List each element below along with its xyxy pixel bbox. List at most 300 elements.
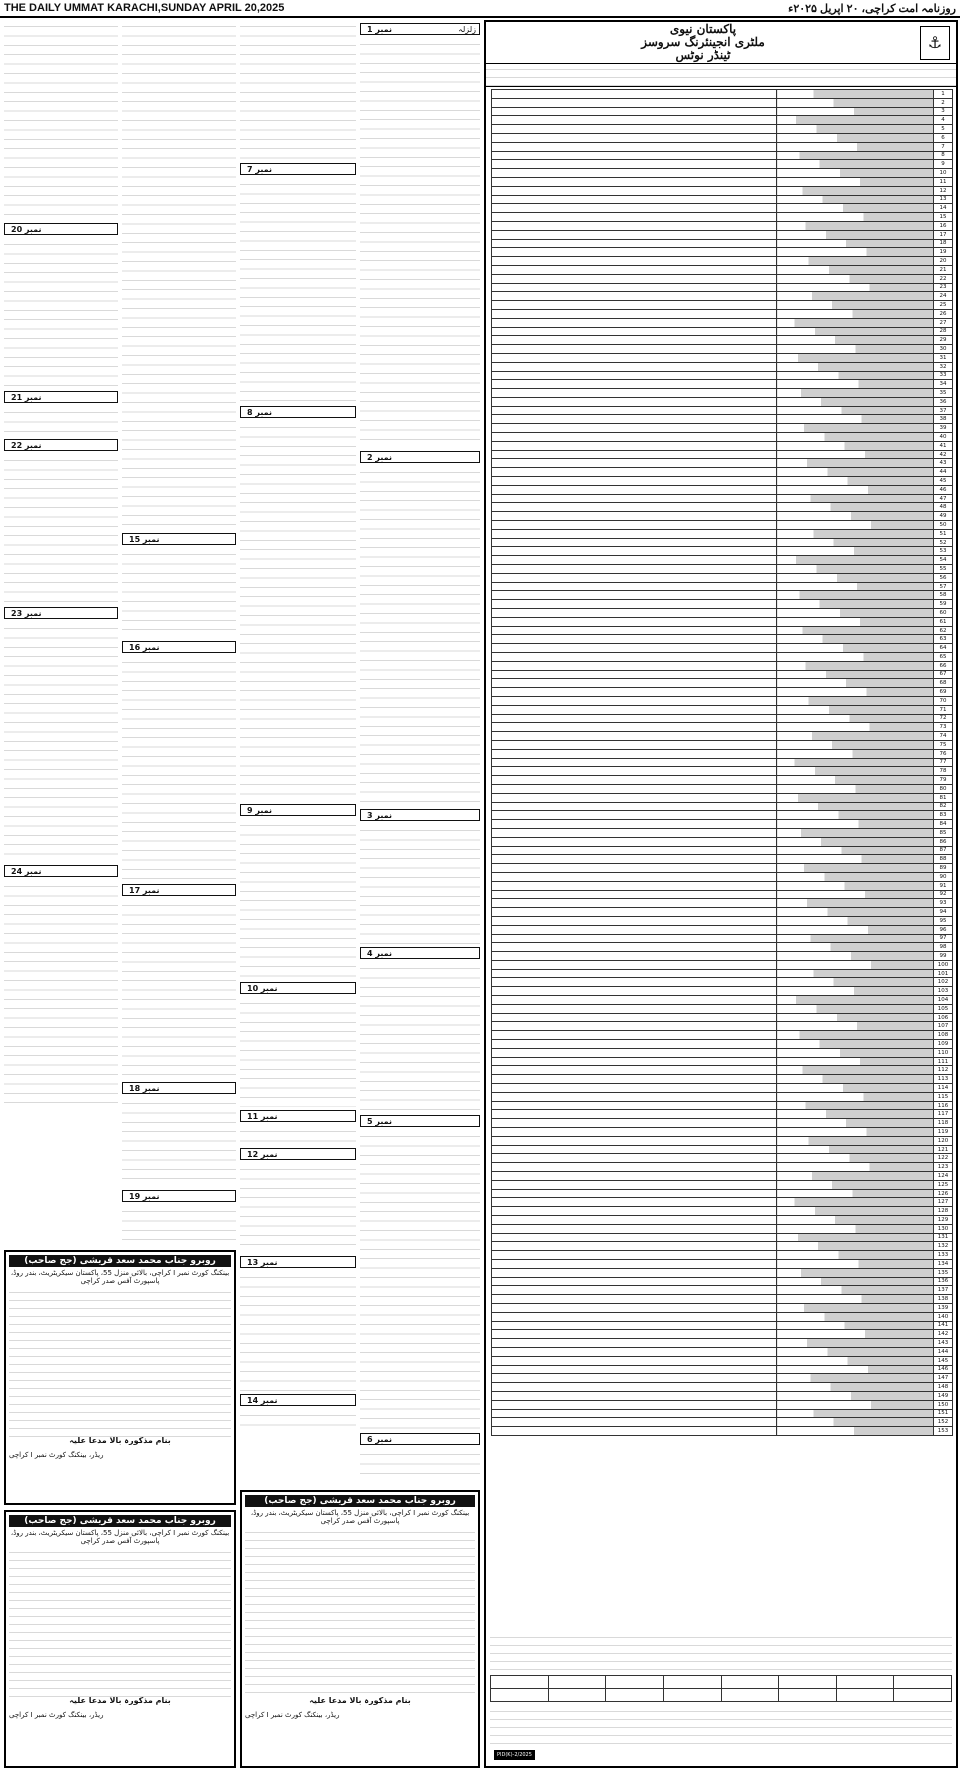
- table-cell-serial: 96: [934, 925, 953, 934]
- table-cell-description: [777, 1356, 934, 1365]
- table-cell-serial: 49: [934, 512, 953, 521]
- table-cell-description: [777, 1409, 934, 1418]
- table-cell-blank: [492, 292, 777, 301]
- table-cell-description: [777, 1022, 934, 1031]
- table-cell-blank: [492, 872, 777, 881]
- table-cell-description: [777, 1233, 934, 1242]
- table-row: [492, 960, 953, 969]
- table-cell-blank: [492, 740, 777, 749]
- table-cell-description: [777, 274, 934, 283]
- column-text: [4, 20, 118, 220]
- section-heading-1: نمبر 1 زلزلہ: [360, 23, 480, 35]
- table-cell-blank: [492, 345, 777, 354]
- table-cell-blank: [492, 1233, 777, 1242]
- table-cell-description: [777, 714, 934, 723]
- table-cell-blank: [492, 1400, 777, 1409]
- table-cell-description: [777, 749, 934, 758]
- table-cell-blank: [492, 1145, 777, 1154]
- column-text: [122, 1097, 236, 1187]
- column-text: [360, 38, 480, 448]
- table-row: [492, 538, 953, 547]
- table-cell-blank: [492, 626, 777, 635]
- table-row: [492, 714, 953, 723]
- table-cell-blank: [492, 371, 777, 380]
- table-cell-description: [777, 283, 934, 292]
- table-cell-serial: 89: [934, 864, 953, 873]
- table-cell-description: [777, 1339, 934, 1348]
- table-cell-description: [777, 389, 934, 398]
- column-text: [240, 1409, 356, 1429]
- tender-footer-text: [490, 1706, 952, 1746]
- table-row: [492, 424, 953, 433]
- table-cell-blank: [492, 353, 777, 362]
- tender-title-line: ٹینڈر نوٹس: [675, 48, 731, 62]
- table-cell-description: [777, 1119, 934, 1128]
- table-row: [492, 177, 953, 186]
- table-cell-serial: 60: [934, 609, 953, 618]
- table-cell-serial: 31: [934, 353, 953, 362]
- table-cell-description: [777, 1321, 934, 1330]
- table-cell-blank: [492, 239, 777, 248]
- table-cell-blank: [492, 336, 777, 345]
- table-cell-blank: [492, 503, 777, 512]
- table-row: [492, 1233, 953, 1242]
- table-cell-description: [777, 133, 934, 142]
- table-row: [492, 1154, 953, 1163]
- table-cell-description: [777, 345, 934, 354]
- table-row: [492, 98, 953, 107]
- table-cell-description: [777, 1154, 934, 1163]
- notice-footer: ریڈر، بینکنگ کورٹ نمبر I کراچی: [9, 1711, 104, 1719]
- table-cell-description: [777, 1347, 934, 1356]
- table-cell-description: [777, 1180, 934, 1189]
- table-cell-description: [777, 837, 934, 846]
- table-cell-description: [777, 784, 934, 793]
- table-cell-serial: 1: [934, 90, 953, 99]
- table-row: [492, 776, 953, 785]
- table-cell-serial: 61: [934, 617, 953, 626]
- table-cell-blank: [492, 160, 777, 169]
- table-cell-serial: 93: [934, 899, 953, 908]
- table-cell-serial: 16: [934, 221, 953, 230]
- table-cell-serial: 52: [934, 538, 953, 547]
- table-row: [492, 1031, 953, 1040]
- table-cell-serial: 151: [934, 1409, 953, 1418]
- table-cell-description: [777, 1092, 934, 1101]
- table-cell-description: [777, 732, 934, 741]
- section-heading-17: نمبر 17: [122, 884, 236, 896]
- table-cell-blank: [492, 151, 777, 160]
- table-cell-serial: 121: [934, 1145, 953, 1154]
- table-cell-serial: 106: [934, 1013, 953, 1022]
- table-cell-description: [777, 899, 934, 908]
- table-row: [492, 1101, 953, 1110]
- table-cell-serial: 90: [934, 872, 953, 881]
- table-cell-description: [777, 1312, 934, 1321]
- table-cell-blank: [492, 90, 777, 99]
- table-row: [492, 969, 953, 978]
- table-cell-description: [777, 521, 934, 530]
- table-cell-blank: [492, 485, 777, 494]
- table-cell-description: [777, 1259, 934, 1268]
- table-cell-description: [777, 934, 934, 943]
- table-cell-description: [777, 318, 934, 327]
- table-row: [492, 591, 953, 600]
- table-cell-description: [777, 1365, 934, 1374]
- table-cell-description: [777, 160, 934, 169]
- section-heading-8: نمبر 8: [240, 406, 356, 418]
- table-cell-blank: [492, 1031, 777, 1040]
- table-cell-serial: 2: [934, 98, 953, 107]
- table-cell-description: [777, 371, 934, 380]
- table-cell-serial: 42: [934, 450, 953, 459]
- table-cell-description: [777, 98, 934, 107]
- table-cell-serial: 145: [934, 1356, 953, 1365]
- table-cell-blank: [492, 600, 777, 609]
- table-cell-blank: [492, 591, 777, 600]
- table-cell-description: [777, 820, 934, 829]
- table-cell-blank: [492, 1180, 777, 1189]
- tender-schedule-table: [490, 1675, 952, 1702]
- table-row: [492, 169, 953, 178]
- table-cell-description: [777, 1427, 934, 1436]
- table-cell-description: [777, 169, 934, 178]
- table-cell-serial: 153: [934, 1427, 953, 1436]
- table-cell-description: [777, 301, 934, 310]
- table-cell-blank: [492, 1189, 777, 1198]
- table-row: [492, 705, 953, 714]
- notice-title: بنام مذکورہ بالا مدعا علیہ: [69, 1436, 171, 1445]
- table-cell-description: [777, 177, 934, 186]
- table-cell-blank: [492, 230, 777, 239]
- table-cell-blank: [492, 811, 777, 820]
- table-cell-description: [777, 1207, 934, 1216]
- table-row: [492, 1242, 953, 1251]
- notice-subheading: بینکنگ کورٹ نمبر I کراچی، بالائی منزل 55، پاکستان سیکریٹریٹ، بندر روڈ، پاسپورٹ آفس صدر کراچی: [10, 1529, 230, 1545]
- table-cell-blank: [492, 723, 777, 732]
- table-row: [492, 626, 953, 635]
- section-heading-22: نمبر 22: [4, 439, 118, 451]
- table-cell-serial: 65: [934, 653, 953, 662]
- table-cell-serial: 115: [934, 1092, 953, 1101]
- section-heading-3: نمبر 3: [360, 809, 480, 821]
- table-cell-blank: [492, 784, 777, 793]
- table-row: [492, 186, 953, 195]
- table-row: [492, 547, 953, 556]
- table-cell-blank: [492, 1409, 777, 1418]
- table-cell-blank: [492, 899, 777, 908]
- table-cell-blank: [492, 1216, 777, 1225]
- table-cell-blank: [492, 908, 777, 917]
- table-cell-description: [777, 661, 934, 670]
- table-row: [492, 221, 953, 230]
- table-cell-description: [777, 1031, 934, 1040]
- table-cell-serial: 142: [934, 1330, 953, 1339]
- table-cell-serial: 78: [934, 767, 953, 776]
- table-cell-serial: 99: [934, 952, 953, 961]
- table-cell-description: [777, 195, 934, 204]
- table-cell-description: [777, 776, 934, 785]
- column-text: [122, 899, 236, 1079]
- table-cell-description: [777, 582, 934, 591]
- table-cell-blank: [492, 1312, 777, 1321]
- navy-crest-icon: ⚓: [920, 26, 950, 60]
- table-cell-blank: [492, 943, 777, 952]
- table-cell-serial: 127: [934, 1198, 953, 1207]
- table-cell-blank: [492, 415, 777, 424]
- table-row: [492, 133, 953, 142]
- table-row: [492, 1374, 953, 1383]
- table-cell-serial: 112: [934, 1066, 953, 1075]
- section-heading-2: نمبر 2: [360, 451, 480, 463]
- table-row: [492, 1180, 953, 1189]
- table-cell-serial: 48: [934, 503, 953, 512]
- table-cell-description: [777, 740, 934, 749]
- table-cell-description: [777, 116, 934, 125]
- table-row: [492, 1040, 953, 1049]
- table-cell-serial: 51: [934, 529, 953, 538]
- table-row: [492, 802, 953, 811]
- table-cell-serial: 72: [934, 714, 953, 723]
- table-cell-description: [777, 1251, 934, 1260]
- table-cell-serial: 107: [934, 1022, 953, 1031]
- table-row: [492, 679, 953, 688]
- table-row: [492, 1268, 953, 1277]
- column-text: [4, 406, 118, 436]
- table-cell-blank: [492, 459, 777, 468]
- table-row: [492, 1251, 953, 1260]
- table-cell-blank: [492, 934, 777, 943]
- table-cell-serial: 94: [934, 908, 953, 917]
- table-cell-description: [777, 1224, 934, 1233]
- notice-footer: ریڈر، بینکنگ کورٹ نمبر I کراچی: [9, 1451, 104, 1459]
- table-cell-blank: [492, 855, 777, 864]
- section-heading-7: نمبر 7: [240, 163, 356, 175]
- table-cell-serial: 43: [934, 459, 953, 468]
- table-cell-description: [777, 1268, 934, 1277]
- table-row: [492, 142, 953, 151]
- table-cell-blank: [492, 837, 777, 846]
- table-cell-description: [777, 485, 934, 494]
- table-row: [492, 1303, 953, 1312]
- table-cell-blank: [492, 846, 777, 855]
- table-cell-blank: [492, 565, 777, 574]
- table-cell-blank: [492, 582, 777, 591]
- table-cell-blank: [492, 327, 777, 336]
- column-text: [122, 20, 236, 530]
- table-cell-blank: [492, 1004, 777, 1013]
- table-cell-serial: 101: [934, 969, 953, 978]
- table-cell-blank: [492, 1356, 777, 1365]
- table-cell-description: [777, 609, 934, 618]
- table-cell-description: [777, 529, 934, 538]
- table-cell-serial: 13: [934, 195, 953, 204]
- table-cell-serial: 62: [934, 626, 953, 635]
- table-cell-description: [777, 811, 934, 820]
- table-cell-blank: [492, 573, 777, 582]
- table-row: [492, 1277, 953, 1286]
- table-cell-description: [777, 1145, 934, 1154]
- table-cell-blank: [492, 952, 777, 961]
- table-row: [492, 811, 953, 820]
- table-cell-description: [777, 1136, 934, 1145]
- table-cell-description: [777, 626, 934, 635]
- table-row: [492, 371, 953, 380]
- table-cell-serial: 20: [934, 257, 953, 266]
- table-cell-description: [777, 362, 934, 371]
- table-cell-serial: 144: [934, 1347, 953, 1356]
- table-cell-blank: [492, 1163, 777, 1172]
- notice-subheading: بینکنگ کورٹ نمبر I کراچی، بالائی منزل 55، پاکستان سیکریٹریٹ، بندر روڈ، پاسپورٹ آفس صدر کراچی: [250, 1509, 470, 1525]
- table-cell-blank: [492, 670, 777, 679]
- table-cell-description: [777, 881, 934, 890]
- table-cell-serial: 149: [934, 1391, 953, 1400]
- table-cell-blank: [492, 1365, 777, 1374]
- table-row: [492, 239, 953, 248]
- table-row: [492, 1163, 953, 1172]
- column-text: [360, 824, 480, 944]
- table-cell-description: [777, 696, 934, 705]
- table-row: [492, 468, 953, 477]
- table-cell-description: [777, 406, 934, 415]
- court-notice-left-bottom: [4, 1510, 236, 1768]
- table-cell-serial: 19: [934, 248, 953, 257]
- table-cell-description: [777, 336, 934, 345]
- table-row: [492, 732, 953, 741]
- table-cell-description: [777, 635, 934, 644]
- table-cell-description: [777, 1066, 934, 1075]
- table-cell-serial: 5: [934, 125, 953, 134]
- table-row: [492, 617, 953, 626]
- table-row: [492, 1427, 953, 1436]
- table-cell-blank: [492, 477, 777, 486]
- table-cell-blank: [492, 133, 777, 142]
- notice-subheading: بینکنگ کورٹ نمبر I کراچی، بالائی منزل 55، پاکستان سیکریٹریٹ، بندر روڈ، پاسپورٹ آفس صدر کراچی: [10, 1269, 230, 1285]
- table-row: [492, 872, 953, 881]
- table-cell-serial: 87: [934, 846, 953, 855]
- table-row: [492, 899, 953, 908]
- table-cell-serial: 41: [934, 441, 953, 450]
- column-text: [360, 1448, 480, 1478]
- table-cell-serial: 130: [934, 1224, 953, 1233]
- table-cell-serial: 129: [934, 1216, 953, 1225]
- table-cell-blank: [492, 521, 777, 530]
- table-cell-blank: [492, 749, 777, 758]
- table-cell-blank: [492, 1391, 777, 1400]
- table-row: [492, 248, 953, 257]
- table-cell-blank: [492, 1277, 777, 1286]
- table-cell-serial: 74: [934, 732, 953, 741]
- table-cell-serial: 4: [934, 116, 953, 125]
- table-cell-blank: [492, 1303, 777, 1312]
- masthead-english-date: THE DAILY UMMAT KARACHI,SUNDAY APRIL 20,2025: [4, 2, 285, 14]
- table-cell-description: [777, 353, 934, 362]
- table-row: [492, 257, 953, 266]
- column-text: [122, 1205, 236, 1245]
- table-cell-blank: [492, 714, 777, 723]
- table-cell-blank: [492, 169, 777, 178]
- table-row: [492, 292, 953, 301]
- table-cell-serial: 98: [934, 943, 953, 952]
- table-row: [492, 1145, 953, 1154]
- table-cell-description: [777, 1172, 934, 1181]
- table-cell-blank: [492, 257, 777, 266]
- table-cell-serial: 28: [934, 327, 953, 336]
- table-cell-description: [777, 960, 934, 969]
- table-cell-description: [777, 600, 934, 609]
- table-cell-description: [777, 213, 934, 222]
- table-row: [492, 1321, 953, 1330]
- tender-intro-text: [486, 64, 956, 87]
- section-heading-6: نمبر 6: [360, 1433, 480, 1445]
- table-cell-blank: [492, 1057, 777, 1066]
- table-cell-blank: [492, 1242, 777, 1251]
- table-row: [492, 644, 953, 653]
- table-cell-serial: 97: [934, 934, 953, 943]
- table-cell-serial: 47: [934, 494, 953, 503]
- table-cell-description: [777, 186, 934, 195]
- table-cell-blank: [492, 635, 777, 644]
- table-cell-serial: 26: [934, 309, 953, 318]
- table-row: [492, 204, 953, 213]
- table-cell-blank: [492, 1154, 777, 1163]
- table-cell-serial: 7: [934, 142, 953, 151]
- table-cell-serial: 25: [934, 301, 953, 310]
- table-row: [492, 283, 953, 292]
- table-cell-serial: 33: [934, 371, 953, 380]
- table-row: [492, 767, 953, 776]
- table-cell-description: [777, 767, 934, 776]
- table-cell-description: [777, 239, 934, 248]
- table-cell-serial: 85: [934, 828, 953, 837]
- table-cell-blank: [492, 1347, 777, 1356]
- table-row: [492, 494, 953, 503]
- tender-header: [486, 22, 956, 64]
- tender-reference-tag: PID(K)-2/2025: [494, 1750, 535, 1760]
- table-cell-serial: 119: [934, 1128, 953, 1137]
- table-cell-blank: [492, 512, 777, 521]
- table-cell-blank: [492, 793, 777, 802]
- table-cell-blank: [492, 318, 777, 327]
- section-heading-4: نمبر 4: [360, 947, 480, 959]
- table-cell-blank: [492, 617, 777, 626]
- table-cell-serial: 39: [934, 424, 953, 433]
- table-row: [492, 1057, 953, 1066]
- table-row: [492, 485, 953, 494]
- table-cell-serial: 135: [934, 1268, 953, 1277]
- table-cell-description: [777, 996, 934, 1005]
- table-cell-blank: [492, 1013, 777, 1022]
- table-cell-description: [777, 1400, 934, 1409]
- table-cell-serial: 139: [934, 1303, 953, 1312]
- table-cell-serial: 76: [934, 749, 953, 758]
- table-row: [492, 696, 953, 705]
- notice-heading: روبرو جناب محمد سعد قریشی (جج صاحب): [245, 1495, 475, 1507]
- table-cell-serial: 54: [934, 556, 953, 565]
- table-cell-serial: 58: [934, 591, 953, 600]
- table-row: [492, 1330, 953, 1339]
- table-cell-blank: [492, 1084, 777, 1093]
- table-cell-description: [777, 1330, 934, 1339]
- table-cell-blank: [492, 1119, 777, 1128]
- table-row: [492, 987, 953, 996]
- table-cell-serial: 38: [934, 415, 953, 424]
- table-cell-description: [777, 503, 934, 512]
- table-row: [492, 828, 953, 837]
- table-cell-serial: 111: [934, 1057, 953, 1066]
- column-text: [4, 238, 118, 388]
- court-notice-middle-bottom: [240, 1490, 480, 1768]
